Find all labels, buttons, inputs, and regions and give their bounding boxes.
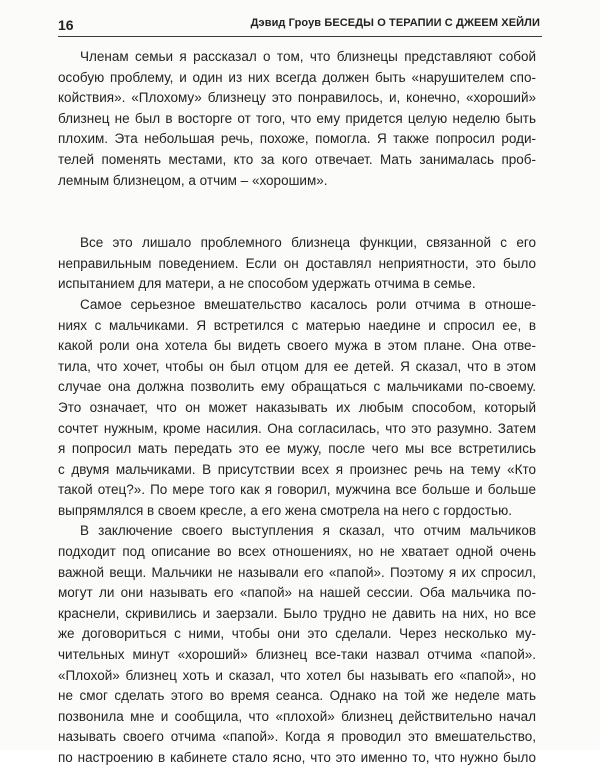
text-line: такой отец?». По мере того как я говорил, мужчина все больше и больше (58, 482, 536, 498)
paragraph-1 (58, 47, 536, 191)
paragraph-4 (58, 521, 536, 768)
text-line: случае она должна позволить ему обращаться с мальчиками по-своему. (58, 379, 536, 395)
text-line: В заключение своего выступления я сказал, что отчим мальчиков (80, 523, 536, 539)
paragraph-3 (58, 295, 536, 522)
text-line: с двумя мальчиками. В присутствии всех я произнес речь на тему «Кто (58, 461, 536, 477)
page-header (58, 14, 542, 37)
text-line: Все это лишало проблемного близнеца функции, связанной с его (80, 235, 536, 251)
text-line: я попросил мать передать это ее мужу, после чего мы все встретились (58, 441, 536, 457)
text-line: близнец не был в восторге от того, что ему придется целую неделю быть (58, 110, 536, 126)
text-line: тила, что хочет, чтобы он был отцом для ее детей. Я сказал, что в этом (58, 358, 536, 374)
paragraph-2 (58, 233, 536, 295)
text-line: какой роли она хотела бы видеть своего мужа в этом плане. Она отве- (58, 338, 536, 354)
text-line: лемным близнецом, а отчим – «хорошим». (58, 172, 328, 188)
text-line: могут ли они называть его «папой» на нашей сессии. Оба мальчика по- (58, 585, 536, 601)
text-line: «Плохой» близнец хоть и сказал, что хотел бы называть его «папой», но (58, 667, 536, 683)
text-line: важной вещи. Мальчики не называли его «папой». Поэтому я их спросил, (58, 564, 536, 580)
text-line: выпрямлялся в своем кресле, а его жена смотрела на него с гордостью. (58, 502, 512, 518)
text-line: Самое серьезное вмешательство касалось роли отчима в отноше- (80, 296, 536, 312)
text-line: по настроению в кабинете стало ясно, что это именно то, что нужно было (58, 750, 536, 765)
text-line: называть своего отчима «папой». Когда я проводил это вмешательство, (58, 729, 536, 745)
text-line: чительных минут «хороший» близнец все-таки назвал отчима «папой». (58, 647, 536, 663)
page-number: 16 (58, 17, 74, 33)
text-line: Это означает, что он может наказывать их любым способом, который (58, 399, 536, 415)
text-line: Членам семьи я рассказал о том, что близнецы представляют собой (80, 49, 536, 64)
text-line: неправильным поведением. Если он доставлял неприятности, это было (58, 255, 536, 271)
body-text (58, 47, 536, 769)
text-line: особую проблему, и один из них всегда должен быть «нарушителем спо- (58, 69, 536, 85)
text-line: телей поменять местами, кто за кого отвечает. Мать занималась проб- (58, 151, 536, 167)
text-line: краснели, скривились и заерзали. Было трудно не давить на них, но все (58, 605, 536, 621)
text-line: позвонила мне и сообщила, что «плохой» близнец действительно начал (58, 708, 536, 724)
paragraph-gap (58, 191, 536, 233)
text-line: плохим. Эта небольшая речь, похоже, помогла. Я также попросил роди- (58, 131, 536, 147)
text-line: испытанием для матери, а не способом удержать отчима в семье. (58, 276, 476, 292)
text-line: подходит под описание во всех отношениях, но не хватает одной очень (58, 544, 536, 560)
text-line: койствия». «Плохому» близнецу это понравилось, и, конечно, «хороший» (58, 90, 536, 106)
running-head: Дэвид Гроув БЕСЕДЫ О ТЕРАПИИ С ДЖЕЕМ ХЕЙЛИ (250, 17, 540, 29)
text-line: же договориться с ними, чтобы они это сделали. Через несколько му- (58, 626, 536, 642)
text-line: не смог сделать этого во время сеанса. Однако на той же неделе мать (58, 688, 536, 704)
text-line: ниях с мальчиками. Я встретился с матерью наедине и спросил ее, в (58, 317, 536, 333)
text-line: сочтет нужным, кроме насилия. Она согласилась, что это разумно. Затем (58, 420, 536, 436)
